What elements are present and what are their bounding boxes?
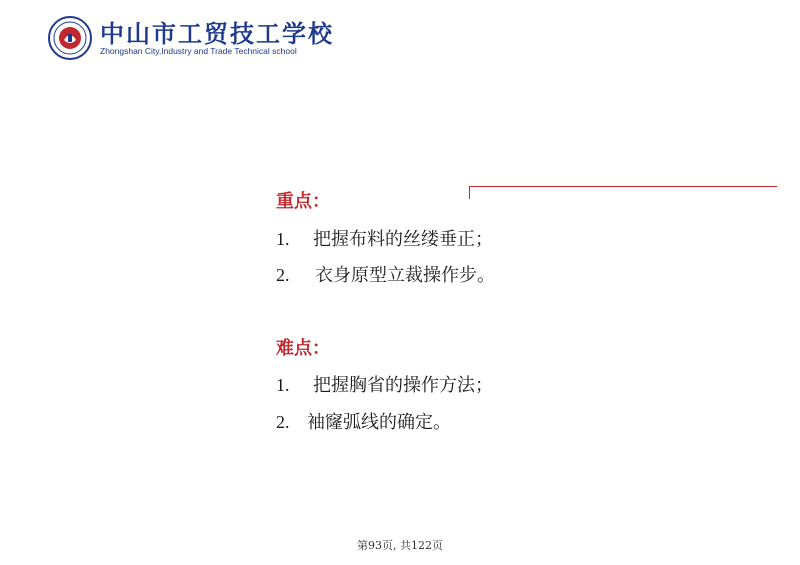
item-number: 2. xyxy=(276,265,290,285)
key-points-heading: 重点： xyxy=(276,191,330,212)
difficult-point-item xyxy=(276,404,776,441)
slide-content xyxy=(276,184,776,440)
item-number: 1. xyxy=(276,228,290,249)
key-point-item xyxy=(276,221,776,258)
page-number: 第93页, 共122页 xyxy=(357,539,443,552)
school-name-cn: 中山市工贸技工学校 xyxy=(100,19,334,48)
difficult-point-item xyxy=(276,367,776,404)
difficult-points-heading: 难点： xyxy=(276,337,330,359)
item-text: 袖窿弧线的确定。 xyxy=(306,411,451,433)
school-name-en: Zhongshan City,Industry and Trade Technical school xyxy=(100,46,297,56)
item-text: 把握布料的丝缕垂正； xyxy=(312,228,493,250)
item-text: 衣身原型立裁操作步。 xyxy=(314,265,495,286)
item-text: 把握胸省的操作方法； xyxy=(312,375,493,396)
section-gap xyxy=(276,294,776,331)
key-point-item xyxy=(276,257,776,294)
item-number: 2. xyxy=(276,411,290,432)
school-emblem-icon xyxy=(48,16,92,60)
item-number: 1. xyxy=(276,375,290,395)
